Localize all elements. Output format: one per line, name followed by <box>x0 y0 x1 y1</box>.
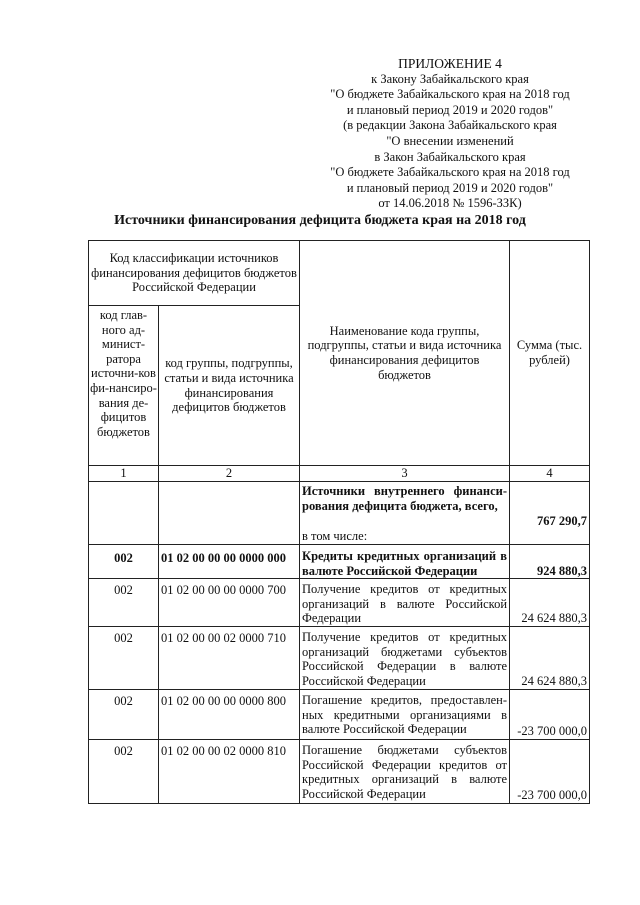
row-sum: 24 624 880,3 <box>510 626 590 689</box>
row-sum: 924 880,3 <box>510 545 590 579</box>
header-line: к Закону Забайкальского края <box>371 71 529 86</box>
group-code-header: код группы, подгруппы, статьи и вида источника финансирования дефицитов бюджетов <box>159 306 300 466</box>
row-sum: 24 624 880,3 <box>510 579 590 627</box>
appendix-header <box>300 56 600 212</box>
column-number: 4 <box>510 466 590 482</box>
row-sum: -23 700 000,0 <box>510 689 590 739</box>
header-line: и плановый период 2019 и 2020 годов" <box>346 102 554 117</box>
column-number: 3 <box>300 466 510 482</box>
classification-code-header: Код классификации источников финансирования дефицитов бюджетов Российской Федерации <box>89 241 300 306</box>
including-row <box>89 529 590 545</box>
classification-code: 01 02 00 00 00 0000 000 <box>159 545 300 579</box>
total-sum: 767 290,7 <box>510 482 590 529</box>
admin-code: 002 <box>89 579 159 627</box>
table-row <box>89 689 590 739</box>
header-line: от 14.06.2018 № 1596-ЗЗК) <box>378 196 522 211</box>
sum-header: Сумма (тыс. рублей) <box>510 241 590 466</box>
header-line: в Закон Забайкальского края <box>374 149 526 164</box>
total-row <box>89 482 590 529</box>
admin-code: 002 <box>89 739 159 803</box>
row-name: Получение кредитов от кредитных организаций в валюте Российской Федерации <box>300 579 510 627</box>
table-row <box>89 579 590 627</box>
column-numbers-row <box>89 466 590 482</box>
header-line: (в редакции Закона Забайкальского края <box>343 118 557 133</box>
row-name: Погашение бюджетами субъектов Российской Федерации кредитов от кредитных организаций в валюте Российской Федерации <box>300 739 510 803</box>
document-title: Источники финансирования дефицита бюджета края на 2018 год <box>114 213 526 228</box>
appendix-number: ПРИЛОЖЕНИЕ 4 <box>398 56 502 71</box>
admin-code: 002 <box>89 689 159 739</box>
classification-code: 01 02 00 00 02 0000 710 <box>159 626 300 689</box>
table-row <box>89 545 590 579</box>
admin-code: 002 <box>89 545 159 579</box>
row-sum: -23 700 000,0 <box>510 739 590 803</box>
header-row-group <box>89 241 590 306</box>
classification-code: 01 02 00 00 00 0000 700 <box>159 579 300 627</box>
header-line: "О бюджете Забайкальского края на 2018 год <box>330 87 570 102</box>
classification-code: 01 02 00 00 00 0000 800 <box>159 689 300 739</box>
financing-sources-table <box>88 240 590 804</box>
column-number: 2 <box>159 466 300 482</box>
row-name: Погашение кредитов, предоставлен-ных кредитными организациями в валюте Российской Федерации <box>300 689 510 739</box>
row-name: Кредиты кредитных организаций в валюте Российской Федерации <box>300 545 510 579</box>
row-name: Получение кредитов от кредитных организаций бюджетами субъектов Российской Федерации в валюте Российской Федерации <box>300 626 510 689</box>
column-number: 1 <box>89 466 159 482</box>
including-note: в том числе: <box>300 529 510 545</box>
header-line: "О бюджете Забайкальского края на 2018 год <box>330 165 570 180</box>
table-row <box>89 626 590 689</box>
admin-code: 002 <box>89 626 159 689</box>
header-line: "О внесении изменений <box>386 133 514 148</box>
name-header: Наименование кода группы, подгруппы, статьи и вида источника финансирования дефицитов бюджетов <box>300 241 510 466</box>
classification-code: 01 02 00 00 02 0000 810 <box>159 739 300 803</box>
header-line: и плановый период 2019 и 2020 годов" <box>346 180 554 195</box>
total-name: Источники внутреннего финанси-рования дефицита бюджета, всего, <box>300 482 510 529</box>
table-row <box>89 739 590 803</box>
admin-code-header: код глав-ного ад-минист-ратора источни-ков фи-нансиро-вания де-фицитов бюджетов <box>89 306 159 466</box>
